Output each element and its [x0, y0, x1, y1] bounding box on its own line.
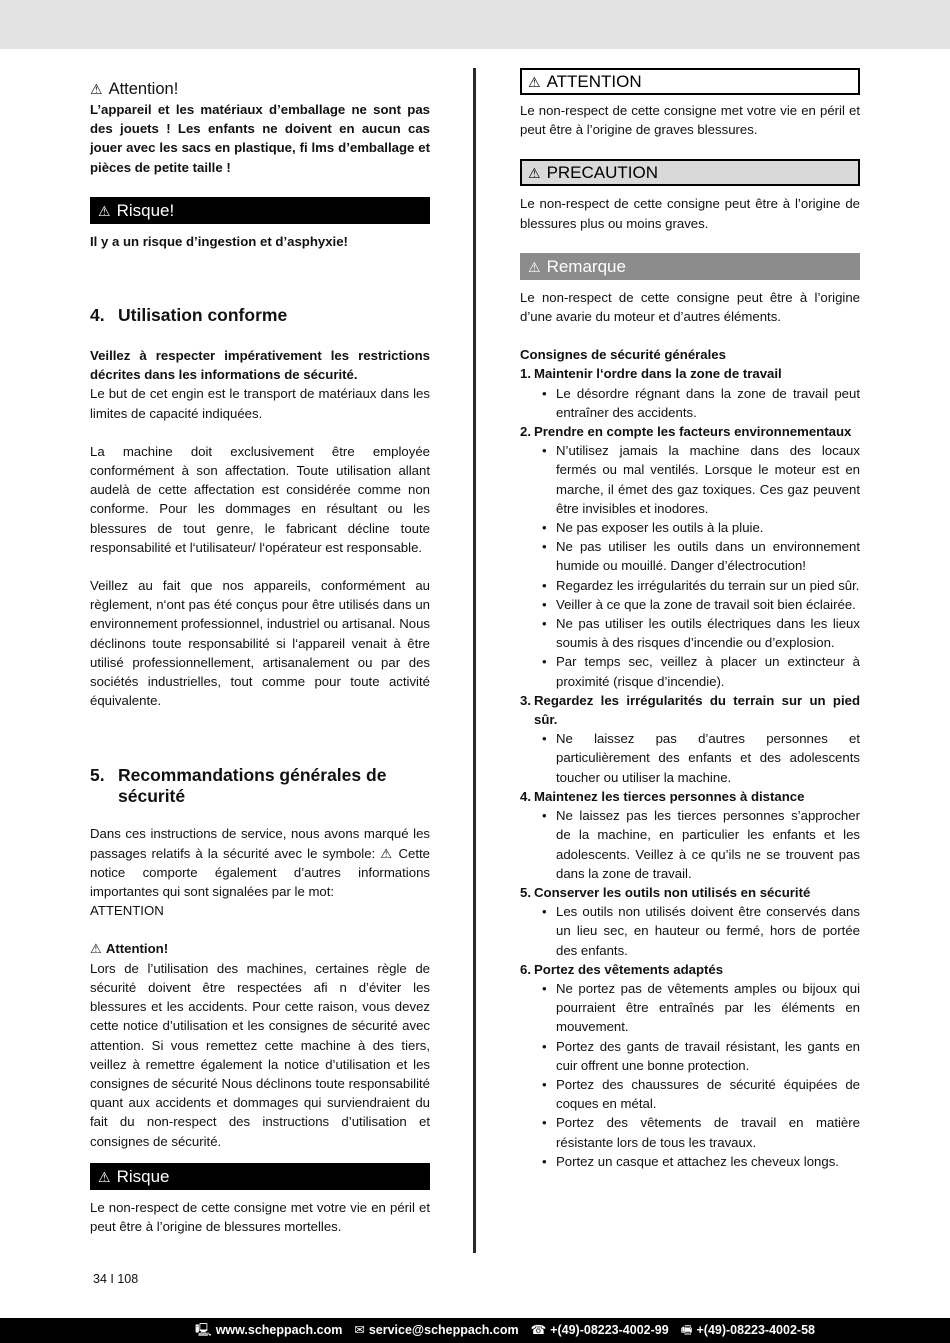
safety-item-heading: [520, 787, 860, 806]
warning-icon: ⚠: [528, 258, 541, 275]
safety-item-title: Regardez les irrégularités du terrain sur un pied sûr.: [534, 692, 860, 728]
section-5-p1: Dans ces instructions de service, nous avons marqué les passages relatifs à la sécurité avec le symbole: ⚠ Cette notice comporte également d’autres informations importantes qui sont signalées par le mot:: [90, 826, 430, 900]
warning-icon: ⚠: [90, 81, 103, 97]
list-item: • Portez des vêtements de travail en matière résistante lors de tous les travaux.: [542, 1113, 860, 1151]
fax-icon: 🖷: [680, 1323, 693, 1337]
safety-item-number: 6.: [520, 961, 531, 977]
section-4-heading: 4. Utilisation conforme: [90, 305, 288, 326]
left-column: [90, 68, 430, 1236]
safety-item-heading: [520, 960, 860, 979]
safety-item-heading: [520, 883, 860, 902]
bullet-list: [520, 441, 860, 691]
list-item: • N’utilisez jamais la machine dans des locaux fermés ou mal ventilés. Lorsque le moteur est en marche, il émet des gaz toxiques. Ces gaz peuvent être invisibles et inodores.: [542, 441, 860, 518]
safety-item-number: 4.: [520, 788, 531, 804]
list-item: • Ne pas exposer les outils à la pluie.: [542, 518, 860, 537]
bullet-list: [520, 979, 860, 1171]
safety-item-number: 5.: [520, 884, 531, 900]
safety-item-title: Maintenez les tierces personnes à distance: [534, 788, 805, 804]
footer-email[interactable]: ✉ service@scheppach.com: [354, 1323, 519, 1337]
section-5-heading: 5. Recommandations générales de sécurité: [90, 765, 387, 807]
section-5-keyword: ATTENTION: [90, 903, 164, 919]
footer-phone: ☎ +(49)-08223-4002-99: [530, 1323, 669, 1337]
warning-icon: ⚠: [98, 1168, 111, 1185]
attention-box-text: Le non-respect de cette consigne met votre vie en péril et peut être à l’origine de graves blessures.: [520, 103, 860, 138]
phone-icon: ☎: [530, 1323, 547, 1337]
remarque-text: Le non-respect de cette consigne peut être à l’origine d’une avarie du moteur et d’autres éléments.: [520, 289, 860, 325]
safety-item-heading: [520, 691, 860, 729]
bullet-list: [520, 806, 860, 883]
section-4-p1: Le but de cet engin est le transport de matériaux dans les limites de capacité indiquées.: [90, 386, 430, 421]
safety-item-title: Prendre en compte les facteurs environnementaux: [534, 424, 852, 440]
footer-web[interactable]: 🖳 www.scheppach.com: [195, 1323, 343, 1337]
attention-text: L’appareil et les matériaux d’emballage ne sont pas des jouets ! Les enfants ne doivent en aucun cas jouer avec les sacs en plastique, fi lms d’emballage et pièces de petite taille !: [90, 102, 430, 175]
section-4-bold: Veillez à respecter impérativement les restrictions décrites dans les informations de sécurité.: [90, 348, 430, 383]
footer-bar: [0, 1318, 950, 1343]
section-4-p2: La machine doit exclusivement être employée conformément à son affectation. Toute utilisation allant audelà de cette affectation est considérée comme non conforme. Pour les dommages en résultant ou les blessures de tout genre, le fabricant décline toute responsabilité et l‘utilisateur/ l‘opérateur est responsable.: [90, 443, 430, 555]
risque-banner: ⚠ Risque!: [90, 197, 430, 224]
warning-icon: ⚠: [528, 165, 541, 182]
risque-text: Il y a un risque d’ingestion et d’asphyxie!: [90, 233, 348, 249]
bullet-list: [520, 902, 860, 960]
warning-icon: ⚠: [90, 941, 102, 957]
section-4-p3: Veillez au fait que nos appareils, conformément au règlement, n‘ont pas été conçus pour être utilisés dans un environnement professionnel, industriel ou artisanal. Nous déclinons toute responsabilité si l‘appareil venait à être utilisé professionnellement, artisanalement ou par des sociétés industrielles, tout comme pour toute activité équivalente.: [90, 578, 430, 709]
general-safety-title: Consignes de sécurité générales: [520, 347, 726, 363]
warning-icon: ⚠: [528, 74, 541, 90]
top-header-bar: [0, 0, 950, 49]
list-item: • Ne pas utiliser les outils électriques dans les lieux soumis à des risques d’incendie ou d’explosion.: [542, 614, 860, 652]
page-number: 34 I 108: [93, 1272, 139, 1286]
precaution-box: ⚠ PRECAUTION: [520, 159, 860, 186]
mail-icon: ✉: [354, 1323, 365, 1337]
safety-item-number: 3.: [520, 692, 531, 708]
safety-item-heading: [520, 364, 860, 383]
list-item: • Le désordre régnant dans la zone de travail peut entraîner des accidents.: [542, 384, 860, 422]
list-item: • Portez un casque et attachez les cheveux longs.: [542, 1152, 860, 1171]
attention-box: ⚠ ATTENTION: [520, 68, 860, 95]
safety-item-number: 2.: [520, 424, 531, 440]
list-item: • Portez des chaussures de sécurité équipées de coques en métal.: [542, 1075, 860, 1113]
footer-fax: 🖷 +(49)-08223-4002-58: [680, 1323, 815, 1337]
safety-item-title: Portez des vêtements adaptés: [534, 961, 724, 977]
bullet-list: [520, 729, 860, 787]
computer-icon: 🖳: [195, 1323, 212, 1337]
attention-heading: ⚠ Attention!: [90, 80, 179, 98]
bullet-list: [520, 384, 860, 422]
section-5-attention-text: Lors de l’utilisation des machines, certaines règle de sécurité doivent être respectées afi n d’éviter les blessures et les accidents. Pour cette raison, vous devez cette notice d’utilisation et les consignes de sécurité avec attention. Si vous remettez cette machine à des tiers, veillez à remettre également la notice d’utilisation et les consignes de sécurité Nous déclinons toute responsabilité quant aux accidents et dommages qui surviendraient du fait du non-respect des instructions d’utilisation et consignes de sécurité.: [90, 960, 430, 1149]
list-item: • Ne laissez pas les tierces personnes s’approcher de la machine, en particulier les enfants et les adolescents. Veillez à ce qu’ils ne se trouvent pas dans la zone de travail.: [542, 806, 860, 883]
list-item: • Ne pas utiliser les outils dans un environnement humide ou mouillé. Danger d’électrocution!: [542, 537, 860, 575]
safety-item-number: 1.: [520, 366, 531, 382]
safety-item-title: Maintenir l‘ordre dans la zone de travail: [534, 366, 782, 382]
right-column: [520, 68, 860, 1171]
list-item: • Regardez les irrégularités du terrain sur un pied sûr.: [542, 576, 860, 595]
warning-icon: ⚠: [98, 202, 111, 219]
list-item: • Ne laissez pas d’autres personnes et particulièrement des enfants et des adolescents toucher ou utiliser la machine.: [542, 729, 860, 787]
risque-2-text: Le non-respect de cette consigne met votre vie en péril et peut être à l’origine de blessures mortelles.: [90, 1199, 430, 1234]
precaution-text: Le non-respect de cette consigne peut être à l’origine de blessures plus ou moins graves.: [520, 196, 860, 231]
list-item: • Les outils non utilisés doivent être conservés dans un lieu sec, en hauteur ou fermé, hors de portée des enfants.: [542, 902, 860, 960]
safety-item-title: Conserver les outils non utilisés en sécurité: [534, 884, 811, 900]
list-item: • Par temps sec, veillez à placer un extincteur à proximité (risque d’incendie).: [542, 652, 860, 690]
column-divider: [473, 68, 476, 1253]
list-item: • Ne portez pas de vêtements amples ou bijoux qui pourraient être entraînés par les éléments en mouvement.: [542, 979, 860, 1037]
section-5-attention-heading: ⚠ Attention!: [90, 941, 169, 957]
risque-banner-2: ⚠ Risque: [90, 1163, 430, 1190]
remarque-banner: ⚠ Remarque: [520, 253, 860, 280]
list-item: • Veiller à ce que la zone de travail soit bien éclairée.: [542, 595, 860, 614]
safety-item-heading: [520, 422, 860, 441]
list-item: • Portez des gants de travail résistant, les gants en cuir offrent une bonne protection.: [542, 1037, 860, 1075]
safety-list: [520, 364, 860, 1171]
